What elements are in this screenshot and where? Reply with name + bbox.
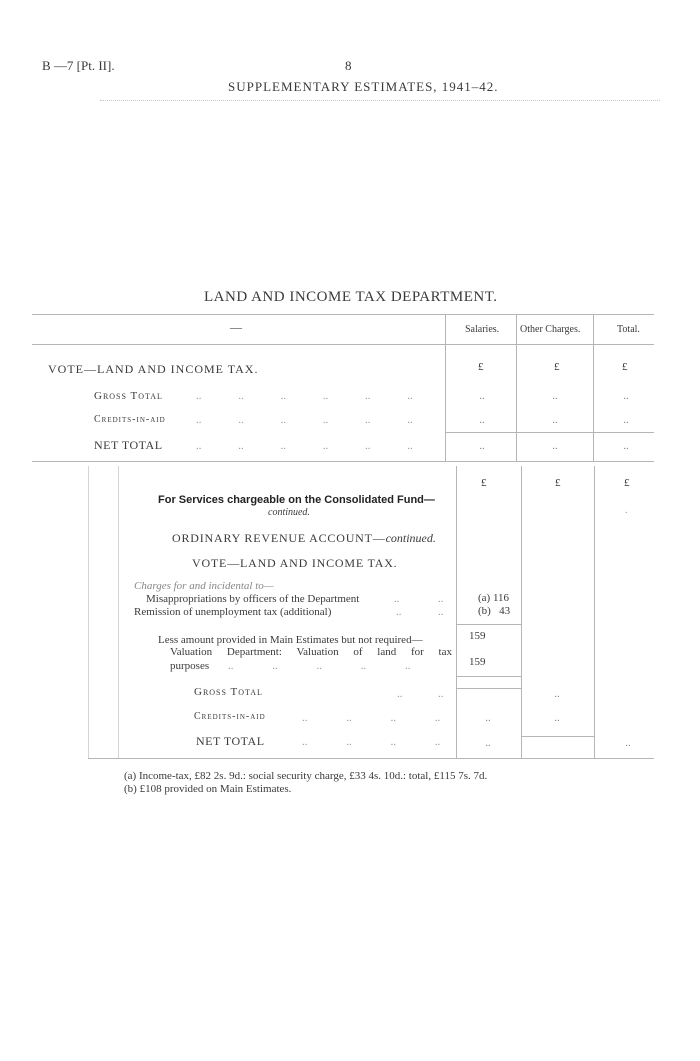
table-cell: .. bbox=[625, 737, 631, 749]
leader-dots: .. bbox=[438, 593, 444, 605]
table-cell: .. bbox=[479, 440, 485, 452]
row-label: NET TOTAL bbox=[94, 438, 163, 452]
left-margin-rule-2 bbox=[118, 466, 119, 758]
table-cell: .. bbox=[623, 440, 629, 452]
row-label: Credits-in-aid bbox=[194, 711, 266, 722]
totals-rule-outer bbox=[456, 688, 521, 689]
net-total-rule bbox=[445, 432, 654, 433]
subtotal-rule bbox=[456, 624, 521, 625]
leader-dots: .. .. .. .. .. .. bbox=[196, 440, 413, 452]
less-provision-text: Valuation Department: Valuation of land for tax bbox=[170, 646, 452, 658]
footnote-a: (a) Income-tax, £82 2s. 9d.: social security charge, £33 4s. 10d.: total, £115 7s. 7d. bbox=[124, 770, 488, 782]
document-title: SUPPLEMENTARY ESTIMATES, 1941–42. bbox=[228, 79, 499, 94]
account-title: ORDINARY REVENUE ACCOUNT— bbox=[172, 531, 386, 545]
footnote-b: (b) £108 provided on Main Estimates. bbox=[124, 783, 292, 795]
col-divider-1 bbox=[456, 466, 457, 758]
table-cell: .. bbox=[554, 712, 560, 724]
leader-dots: .. bbox=[438, 606, 444, 618]
table-bottom-rule bbox=[88, 758, 654, 759]
less-provision-value: 159 bbox=[469, 656, 486, 668]
currency-salaries: £ bbox=[478, 361, 484, 373]
stray-mark: . bbox=[625, 505, 628, 516]
department-title: LAND AND INCOME TAX DEPARTMENT. bbox=[204, 289, 498, 305]
table-cell: .. bbox=[623, 414, 629, 426]
subtotal-value: 159 bbox=[469, 630, 486, 642]
line-item: Remission of unemployment tax (additional) bbox=[134, 606, 332, 618]
currency-salaries: £ bbox=[481, 477, 487, 489]
column-header-other-charges: Other Charges. bbox=[520, 324, 581, 335]
col-divider-2 bbox=[516, 314, 517, 461]
section-heading-continued: continued. bbox=[268, 507, 310, 518]
col-divider-1 bbox=[445, 314, 446, 461]
currency-other: £ bbox=[555, 477, 561, 489]
col-divider-3 bbox=[593, 314, 594, 461]
left-margin-rule bbox=[88, 466, 89, 758]
leader-dots: .. bbox=[438, 688, 444, 700]
page-number: 8 bbox=[345, 58, 352, 73]
row-label: Gross Total bbox=[94, 390, 163, 402]
leader-dots: .. .. .. .. .. .. bbox=[196, 390, 413, 402]
leader-dots: .. .. .. .. .. .. bbox=[196, 414, 413, 426]
row-label: NET TOTAL bbox=[196, 734, 265, 748]
leader-dots: .. bbox=[397, 688, 403, 700]
net-total-rule bbox=[521, 736, 594, 737]
line-item: Misappropriations by officers of the Department bbox=[146, 593, 360, 605]
less-provision-text: Less amount provided in Main Estimates but not required— bbox=[158, 634, 423, 646]
vote-label: VOTE—LAND AND INCOME TAX. bbox=[48, 362, 259, 376]
row-label: Gross Total bbox=[194, 686, 263, 698]
table-cell: .. bbox=[552, 440, 558, 452]
less-provision-text: purposes bbox=[170, 660, 210, 672]
header-rule bbox=[100, 100, 660, 101]
currency-other: £ bbox=[554, 361, 560, 373]
column-header-total: Total. bbox=[617, 324, 640, 335]
table-cell: .. bbox=[479, 414, 485, 426]
column-header-salaries: Salaries. bbox=[465, 324, 500, 335]
col-divider-3 bbox=[594, 466, 595, 758]
leader-dots: .. bbox=[396, 606, 402, 618]
header-bottom-rule bbox=[32, 344, 654, 345]
vote-heading: VOTE—LAND AND INCOME TAX. bbox=[192, 556, 398, 570]
totals-rule bbox=[456, 676, 521, 677]
table-cell: .. bbox=[485, 712, 491, 724]
leader-dots: .. bbox=[394, 593, 400, 605]
currency-total: £ bbox=[624, 477, 630, 489]
row-label: Credits-in-aid bbox=[94, 414, 166, 425]
leader-dots: .. .. .. .. .. bbox=[228, 660, 411, 672]
leader-dots: .. .. .. .. bbox=[302, 736, 441, 748]
line-item-value: (b) 43 bbox=[478, 605, 511, 617]
page-reference: B —7 [Pt. II]. bbox=[42, 58, 115, 73]
section-heading: For Services chargeable on the Consolidated Fund— bbox=[158, 494, 435, 506]
table-cell: .. bbox=[479, 390, 485, 402]
table-top-rule bbox=[32, 314, 654, 315]
account-continued: continued. bbox=[385, 531, 436, 545]
stub-header: — bbox=[230, 320, 242, 334]
table-cell: .. bbox=[552, 390, 558, 402]
table-cell: .. bbox=[554, 688, 560, 700]
table-cell: .. bbox=[623, 390, 629, 402]
charges-heading: Charges for and incidental to— bbox=[134, 580, 274, 592]
col-divider-2 bbox=[521, 466, 522, 758]
table-bottom-rule bbox=[32, 461, 654, 462]
leader-dots: .. .. .. .. bbox=[302, 712, 441, 724]
table-cell: .. bbox=[485, 737, 491, 749]
account-heading bbox=[172, 531, 436, 546]
table-cell: .. bbox=[552, 414, 558, 426]
line-item-value: (a) 116 bbox=[478, 592, 510, 604]
currency-total: £ bbox=[622, 361, 628, 373]
